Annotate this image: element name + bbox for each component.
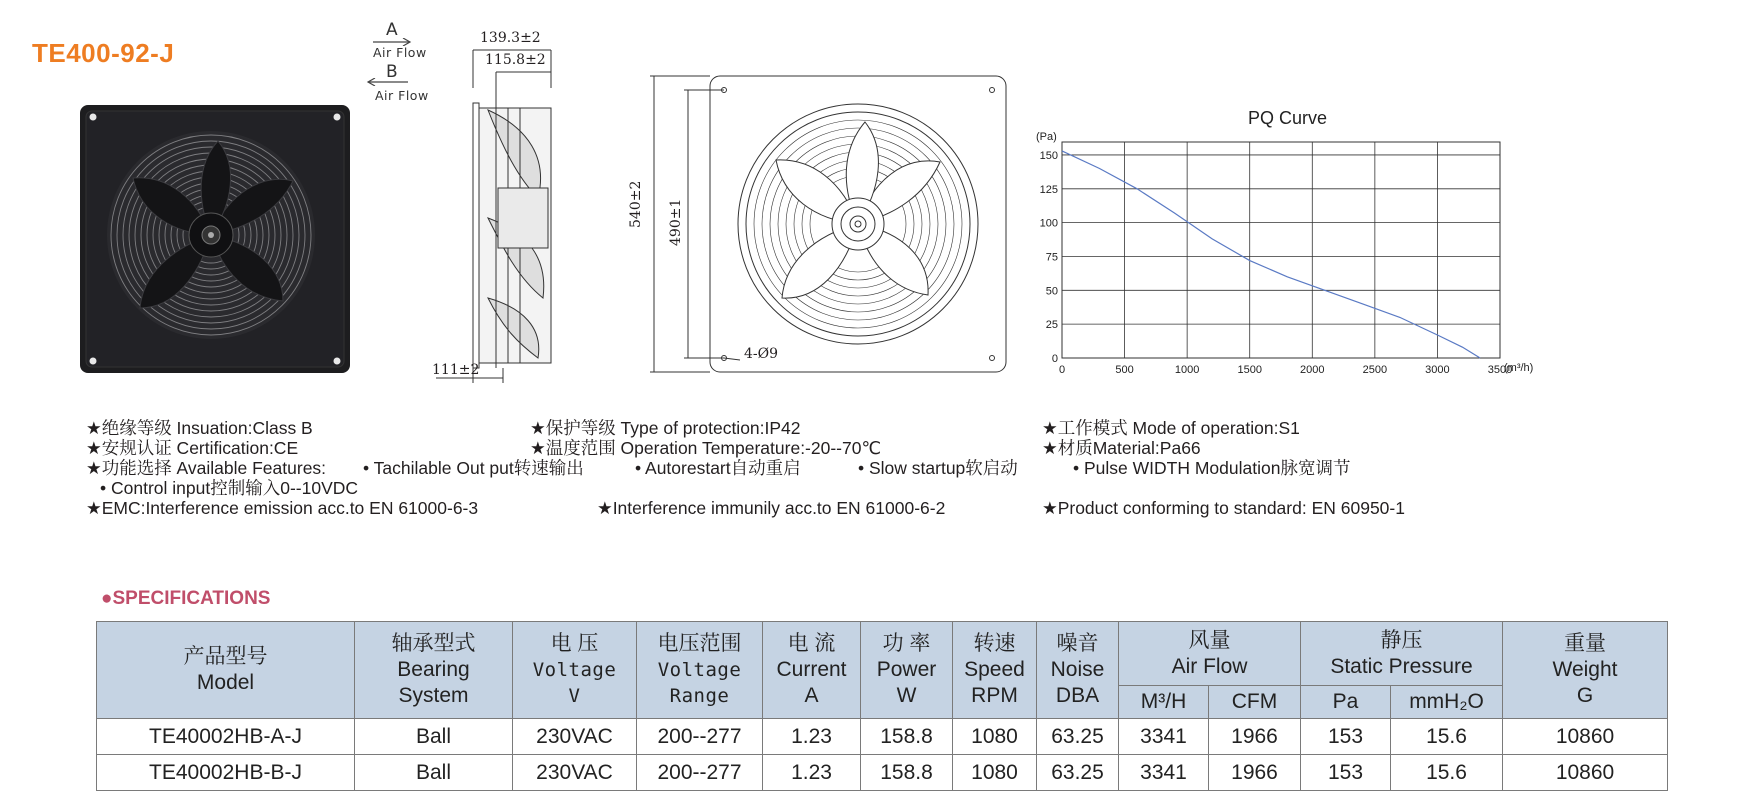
header-speed-unit: RPM xyxy=(971,684,1018,707)
y-tick-label: 50 xyxy=(1045,285,1058,298)
cell-voltage: 230VAC xyxy=(513,755,637,791)
x-tick-label: 500 xyxy=(1115,364,1134,376)
header-power-unit: W xyxy=(896,684,917,707)
table-row xyxy=(97,719,1668,755)
header-pressure-mmh2o: mmH₂O xyxy=(1391,686,1503,719)
cell-voltage: 230VAC xyxy=(513,719,637,755)
header-range-cn: 电压范围 xyxy=(657,632,742,655)
header-weight xyxy=(1503,622,1668,719)
cell-mmh2o: 15.6 xyxy=(1391,719,1503,755)
cell-pa: 153 xyxy=(1301,719,1391,755)
header-weight-cn: 重量 xyxy=(1564,632,1607,655)
cell-model: TE40002HB-A-J xyxy=(97,719,355,755)
feature-tach: • Tachilable Out put转速输出 xyxy=(363,458,584,478)
header-power-cn: 功 率 xyxy=(882,632,931,655)
airflow-b-letter: B xyxy=(386,62,398,82)
x-tick-label: 0 xyxy=(1058,364,1066,376)
front-view-drawing xyxy=(640,70,1015,380)
header-noise-unit: DBA xyxy=(1055,684,1100,707)
header-speed-en: Speed xyxy=(964,658,1025,681)
header-model xyxy=(97,622,355,719)
header-airflow-cn: 风量 xyxy=(1188,628,1231,652)
dim-front-holes: 4-Ø9 xyxy=(744,346,779,362)
x-axis-label: (m³/h) xyxy=(1504,362,1534,374)
airflow-b-text: Air Flow xyxy=(375,88,429,103)
y-tick-label: 125 xyxy=(1039,183,1058,196)
x-tick-label: 3500 xyxy=(1487,364,1513,376)
plot-frame xyxy=(1062,142,1500,358)
header-bearing-en2: System xyxy=(398,684,469,707)
feature-temperature: ★温度范围 Operation Temperature:-20--70℃ xyxy=(530,438,882,458)
cell-mmh2o: 15.6 xyxy=(1391,755,1503,791)
y-tick-label: 150 xyxy=(1039,149,1058,162)
dim-side-outer: 139.3±2 xyxy=(480,30,541,46)
table-row xyxy=(97,755,1668,791)
x-tick-label: 2500 xyxy=(1362,364,1388,376)
x-tick-label: 1500 xyxy=(1237,364,1262,376)
pq-chart-title: PQ Curve xyxy=(1248,108,1328,128)
feature-pwm: • Pulse WIDTH Modulation脉宽调节 xyxy=(1073,458,1351,478)
feature-mode: ★工作模式 Mode of operation:S1 xyxy=(1042,418,1300,438)
airflow-a-letter: A xyxy=(386,20,398,40)
y-axis-label: (Pa) xyxy=(1036,131,1057,143)
cell-m3h: 3341 xyxy=(1119,719,1209,755)
table-header-row xyxy=(97,622,1668,686)
feature-emc: ★EMC:Interference emission acc.to EN 61000-6-3 xyxy=(86,498,479,518)
feature-material: ★材质Material:Pa66 xyxy=(1042,438,1201,458)
feature-control: • Control input控制输入0--10VDC xyxy=(100,478,359,498)
header-airflow-cfm: CFM xyxy=(1209,686,1301,719)
y-tick-label: 0 xyxy=(1051,353,1058,365)
header-power xyxy=(861,622,953,719)
header-power-en: Power xyxy=(876,658,937,681)
feature-insulation: ★绝缘等级 Insuation:Class B xyxy=(86,418,313,438)
header-voltage-range xyxy=(637,622,763,719)
dim-front-outer: 540±2 xyxy=(628,180,644,228)
header-current-unit: A xyxy=(804,684,819,707)
cell-power: 158.8 xyxy=(861,755,953,791)
cell-bearing: Ball xyxy=(355,719,513,755)
pq-curve-chart xyxy=(1030,128,1540,378)
header-range-en2: Range xyxy=(669,685,730,707)
feature-available-label: ★功能选择 Available Features: xyxy=(86,458,327,478)
header-current-en: Current xyxy=(776,658,847,681)
cell-range: 200--277 xyxy=(637,719,763,755)
header-noise xyxy=(1037,622,1119,719)
header-weight-unit: G xyxy=(1576,684,1594,707)
header-range-en: Voltage xyxy=(657,659,742,681)
cell-current: 1.23 xyxy=(763,719,861,755)
header-bearing-en: Bearing xyxy=(397,658,470,681)
cell-pa: 153 xyxy=(1301,755,1391,791)
product-title: TE400-92-J xyxy=(32,38,175,68)
cell-current: 1.23 xyxy=(763,755,861,791)
header-current-cn: 电 流 xyxy=(787,632,836,655)
header-pressure-en: Static Pressure xyxy=(1330,654,1473,678)
header-noise-cn: 噪音 xyxy=(1056,632,1099,655)
specifications-table xyxy=(96,621,1668,791)
header-pressure-pa: Pa xyxy=(1301,686,1391,719)
airflow-b-arrow-icon xyxy=(366,78,410,86)
cell-speed: 1080 xyxy=(953,755,1037,791)
cell-bearing: Ball xyxy=(355,755,513,791)
header-voltage-cn: 电 压 xyxy=(550,632,599,655)
header-speed-cn: 转速 xyxy=(973,632,1016,655)
header-voltage-unit: V xyxy=(568,685,581,707)
side-view-drawing xyxy=(418,28,608,388)
header-voltage-en: Voltage xyxy=(532,659,617,681)
feature-autorestart: • Autorestart自动重启 xyxy=(635,458,801,478)
cell-weight: 10860 xyxy=(1503,755,1668,791)
header-pressure xyxy=(1301,622,1503,686)
header-airflow-en: Air Flow xyxy=(1171,654,1248,678)
cell-range: 200--277 xyxy=(637,755,763,791)
dim-side-inner: 115.8±2 xyxy=(485,52,546,68)
feature-immunity: ★Interference immunily acc.to EN 61000-6-2 xyxy=(597,498,946,518)
cell-noise: 63.25 xyxy=(1037,755,1119,791)
specifications-heading: ●SPECIFICATIONS xyxy=(101,588,271,609)
cell-model: TE40002HB-B-J xyxy=(97,755,355,791)
header-speed xyxy=(953,622,1037,719)
header-current xyxy=(763,622,861,719)
feature-protection: ★保护等级 Type of protection:IP42 xyxy=(530,418,801,438)
header-weight-en: Weight xyxy=(1552,658,1618,681)
header-bearing xyxy=(355,622,513,719)
y-tick-label: 75 xyxy=(1045,251,1058,264)
header-voltage xyxy=(513,622,637,719)
cell-speed: 1080 xyxy=(953,719,1037,755)
y-tick-label: 25 xyxy=(1045,319,1058,332)
cell-power: 158.8 xyxy=(861,719,953,755)
cell-cfm: 1966 xyxy=(1209,719,1301,755)
x-tick-label: 3000 xyxy=(1425,364,1450,376)
feature-certification: ★安规认证 Certification:CE xyxy=(86,438,299,458)
header-bearing-cn: 轴承型式 xyxy=(391,632,476,655)
cell-noise: 63.25 xyxy=(1037,719,1119,755)
header-pressure-cn: 静压 xyxy=(1380,628,1423,652)
x-tick-label: 1000 xyxy=(1174,364,1200,376)
dim-front-inner: 490±1 xyxy=(668,198,684,246)
feature-standard: ★Product conforming to standard: EN 60950-1 xyxy=(1042,498,1405,518)
header-noise-en: Noise xyxy=(1050,658,1105,681)
header-airflow-m3h: M³/H xyxy=(1119,686,1209,719)
header-model-en: Model xyxy=(196,671,255,694)
cell-m3h: 3341 xyxy=(1119,755,1209,791)
dim-side-bottom: 111±2 xyxy=(432,362,480,378)
y-tick-label: 100 xyxy=(1039,217,1058,230)
cell-cfm: 1966 xyxy=(1209,755,1301,791)
feature-slowstart: • Slow startup软启动 xyxy=(858,458,1018,478)
cell-weight: 10860 xyxy=(1503,719,1668,755)
header-airflow xyxy=(1119,622,1301,686)
fan-product-photo xyxy=(78,103,352,375)
header-model-cn: 产品型号 xyxy=(183,645,268,668)
airflow-a-text: Air Flow xyxy=(373,45,427,60)
x-tick-label: 2000 xyxy=(1300,364,1325,376)
